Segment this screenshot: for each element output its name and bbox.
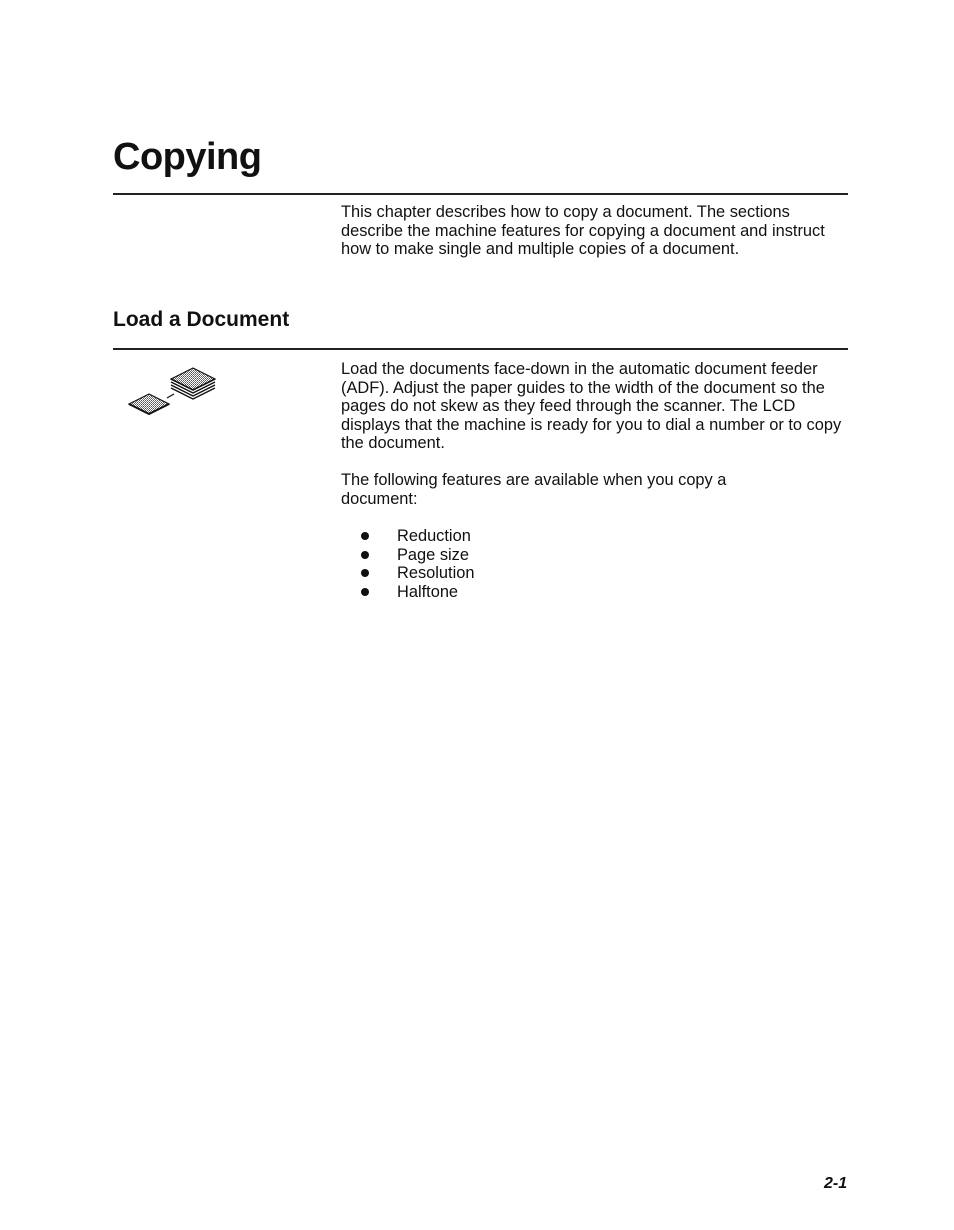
feature-label: Halftone: [397, 582, 459, 601]
list-item: [341, 583, 474, 602]
load-document-text: Load the documents face-down in the automatic document feeder (ADF). Adjust the paper guides to the width of the document so the pages do not skew as they feed through the scanner. The LCD displays that the machine is ready for you to dial a number or to copy the document.: [341, 360, 842, 452]
list-item: [341, 527, 474, 546]
bullet-icon: [361, 569, 369, 577]
bullet-icon: [361, 551, 369, 559]
features-intro: The following features are available when you copy a document:: [341, 471, 727, 508]
list-item: [341, 546, 474, 565]
list-item: [341, 564, 474, 583]
section-title: Load a Document: [113, 308, 290, 331]
feature-label: Page size: [397, 545, 469, 564]
bullet-icon: [361, 532, 369, 540]
chapter-intro: This chapter describes how to copy a document. The sections describe the machine features for copying a document and instruct how to make single and multiple copies of a document.: [341, 203, 825, 258]
page-number: 2-1: [824, 1175, 848, 1192]
section-divider: [113, 348, 848, 350]
feature-list: [341, 527, 474, 601]
document-stack-icon: [127, 366, 223, 426]
chapter-divider: [113, 193, 848, 195]
feature-label: Reduction: [397, 527, 471, 545]
feature-label: Resolution: [397, 564, 475, 582]
bullet-icon: [361, 588, 369, 596]
chapter-title: Copying: [113, 136, 262, 178]
